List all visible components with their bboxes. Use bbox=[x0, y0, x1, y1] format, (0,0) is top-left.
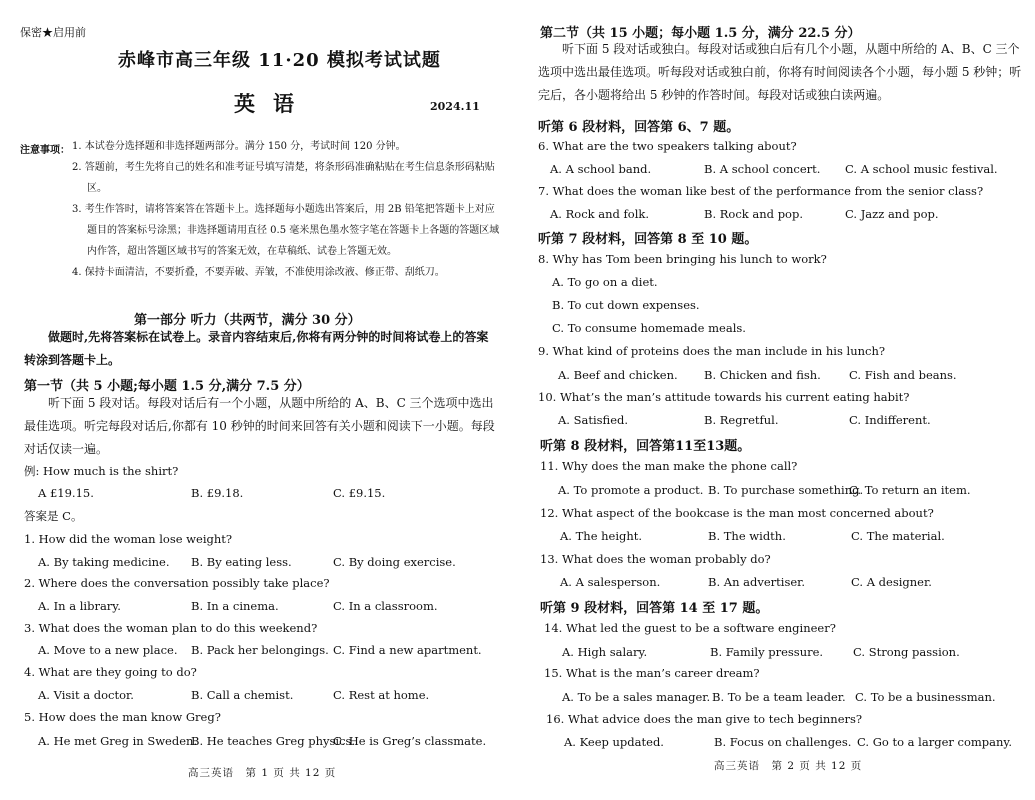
page-footer: 高三英语 第 1 页 共 12 页 bbox=[188, 767, 337, 779]
option-a: A. Keep updated. bbox=[564, 735, 664, 749]
option-a: A. Visit a doctor. bbox=[38, 688, 134, 702]
section-2-title: 第二节（共 15 小题；每小题 1.5 分，满分 22.5 分） bbox=[540, 26, 861, 41]
option-c: C. Go to a larger company. bbox=[857, 735, 1013, 749]
section-2-intro: 听下面 5 段对话或独白。每段对话或独白后有几个小题，从题中所给的 A、B、C 三个选项中选出最佳选项。听每段对话或独白前，你将有时间阅读各个小题，每小题 5 秒钟；听完后，各小题将给出 5 秒钟的作答时间。每段对话或独白读两遍。 bbox=[538, 42, 1022, 102]
option-c: C. To be a businessman. bbox=[855, 690, 996, 704]
option-b: B. To be a team leader. bbox=[712, 690, 846, 704]
option-b: B. Call a chemist. bbox=[191, 688, 294, 702]
question-text: 9. What kind of proteins does the man include in his lunch? bbox=[538, 344, 886, 358]
group-header: 听第 7 段材料，回答第 8 至 10 题。 bbox=[538, 232, 758, 247]
question-text: 16. What advice does the man give to tech beginners? bbox=[546, 712, 863, 726]
option-b: B. To cut down expenses. bbox=[552, 298, 700, 312]
subject-title: 英语 bbox=[234, 91, 312, 116]
option-b: B. Rock and pop. bbox=[704, 207, 803, 221]
option-a: A. Satisfied. bbox=[558, 413, 629, 427]
section-1-title: 第一节（共 5 小题;每小题 1.5 分,满分 7.5 分） bbox=[24, 379, 310, 394]
question-text: 5. How does the man know Greg? bbox=[24, 710, 221, 724]
option-c: C. Find a new apartment. bbox=[333, 643, 482, 657]
option-a: A. He met Greg in Sweden. bbox=[38, 734, 198, 748]
group-header: 听第 6 段材料，回答第 6、7 题。 bbox=[538, 120, 740, 135]
option-a: A. High salary. bbox=[562, 645, 648, 659]
option-c: C. To return an item. bbox=[849, 483, 971, 497]
option-c: C. In a classroom. bbox=[333, 599, 438, 613]
option-a: A. To promote a product. bbox=[558, 483, 704, 497]
example-answer: 答案是 C。 bbox=[24, 509, 83, 523]
question-text: 2. Where does the conversation possibly take place? bbox=[24, 576, 330, 590]
option-b: B. He teaches Greg physics. bbox=[191, 734, 356, 748]
option-c: C. Strong passion. bbox=[853, 645, 960, 659]
option-b: B. To purchase something. bbox=[708, 483, 864, 497]
question-text: 14. What led the guest to be a software engineer? bbox=[544, 621, 836, 635]
group-header: 听第 9 段材料，回答第 14 至 17 题。 bbox=[540, 601, 769, 616]
notice-label: 注意事项： bbox=[20, 145, 70, 156]
option-b: B. Focus on challenges. bbox=[714, 735, 852, 749]
part-intro: 做题时,先将答案标在试卷上。录音内容结束后,你将有两分钟的时间将试卷上的答案转涂到答题卡上。 bbox=[24, 330, 489, 367]
option-c: C. Indifferent. bbox=[849, 413, 931, 427]
option-b: B. Chicken and fish. bbox=[704, 368, 821, 382]
notice-item: 4. 保持卡面清洁，不要折叠，不要弄破、弄皱，不准使用涂改液、修正带、刮纸刀。 bbox=[72, 267, 445, 278]
confidential-label: 保密★启用前 bbox=[20, 26, 86, 39]
option-c: C. A school music festival. bbox=[845, 162, 998, 176]
option-b: B. An advertiser. bbox=[708, 575, 806, 589]
question-text: 15. What is the man’s career dream? bbox=[544, 666, 760, 680]
question-text: 8. Why has Tom been bringing his lunch to work? bbox=[538, 252, 827, 266]
option-c: C. Jazz and pop. bbox=[845, 207, 939, 221]
option-b: B. The width. bbox=[708, 529, 786, 543]
option-b: B. Regretful. bbox=[704, 413, 779, 427]
option-c: C. He is Greg’s classmate. bbox=[333, 734, 487, 748]
option-a: A. A salesperson. bbox=[560, 575, 661, 589]
group-header: 听第 8 段材料，回答第11至13题。 bbox=[540, 439, 751, 454]
notice-item: 2. 答题前，考生先将自己的姓名和准考证号填写清楚，将条形码准确粘贴在考生信息条形码粘贴区。 bbox=[72, 162, 495, 194]
option-c: C. The material. bbox=[851, 529, 945, 543]
section-1-intro: 听下面 5 段对话。每段对话后有一个小题，从题中所给的 A、B、C 三个选项中选出最佳选项。听完每段对话后,你都有 10 秒钟的时间来回答有关小题和阅读下一小题。每段对话仅读一遍。 bbox=[24, 396, 495, 456]
notice-item: 3. 考生作答时，请将答案答在答题卡上。选择题每小题选出答案后，用 2B 铅笔把答题卡上对应题目的答案标号涂黑；非选择题请用直径 0.5 毫米黑色墨水签字笔在答题卡上各题的答题区域内作答，超出答题区域书写的答案无效，在草稿纸、试卷上答题无效。 bbox=[72, 204, 500, 257]
exam-date: 2024.11 bbox=[430, 100, 480, 113]
option-a: A. A school band. bbox=[550, 162, 652, 176]
question-text: 12. What aspect of the bookcase is the man most concerned about? bbox=[540, 506, 934, 520]
notice-list bbox=[72, 136, 502, 283]
option-b: B. By eating less. bbox=[191, 555, 292, 569]
option-a: A. By taking medicine. bbox=[38, 555, 170, 569]
question-text: 4. What are they going to do? bbox=[24, 665, 197, 679]
page-1 bbox=[0, 0, 515, 800]
exam-title: 赤峰市高三年级 11·20 模拟考试试题 bbox=[118, 50, 441, 71]
option-c: C. Rest at home. bbox=[333, 688, 430, 702]
option-b: B. Family pressure. bbox=[710, 645, 824, 659]
question-text: 11. Why does the man make the phone call? bbox=[540, 459, 798, 473]
page-2 bbox=[518, 0, 1035, 800]
option-c: C. To consume homemade meals. bbox=[552, 321, 746, 335]
question-text: 10. What’s the man’s attitude towards his current eating habit? bbox=[538, 390, 910, 404]
option-a: A. Beef and chicken. bbox=[558, 368, 678, 382]
option-c: C. Fish and beans. bbox=[849, 368, 957, 382]
question-text: 3. What does the woman plan to do this weekend? bbox=[24, 621, 318, 635]
part-title: 第一部分 听力（共两节，满分 30 分） bbox=[134, 313, 361, 328]
option-b: B. Pack her belongings. bbox=[191, 643, 329, 657]
option-c: C. By doing exercise. bbox=[333, 555, 456, 569]
question-text: 13. What does the woman probably do? bbox=[540, 552, 771, 566]
example-option-a: A £19.15. bbox=[38, 486, 94, 500]
notice-item: 1. 本试卷分选择题和非选择题两部分。满分 150 分，考试时间 120 分钟。 bbox=[72, 141, 406, 152]
option-c: C. A designer. bbox=[851, 575, 932, 589]
example-option-b: B. £9.18. bbox=[191, 486, 244, 500]
option-b: B. In a cinema. bbox=[191, 599, 279, 613]
option-b: B. A school concert. bbox=[704, 162, 821, 176]
example-question: 例: How much is the shirt? bbox=[24, 464, 179, 478]
option-a: A. To go on a diet. bbox=[552, 275, 658, 289]
example-option-c: C. £9.15. bbox=[333, 486, 386, 500]
option-a: A. Rock and folk. bbox=[550, 207, 650, 221]
page-footer: 高三英语 第 2 页 共 12 页 bbox=[714, 760, 863, 772]
option-a: A. To be a sales manager. bbox=[562, 690, 711, 704]
question-text: 7. What does the woman like best of the performance from the senior class? bbox=[538, 184, 984, 198]
option-a: A. In a library. bbox=[38, 599, 121, 613]
option-a: A. Move to a new place. bbox=[38, 643, 178, 657]
question-text: 1. How did the woman lose weight? bbox=[24, 532, 233, 546]
option-a: A. The height. bbox=[560, 529, 643, 543]
question-text: 6. What are the two speakers talking about? bbox=[538, 139, 797, 153]
